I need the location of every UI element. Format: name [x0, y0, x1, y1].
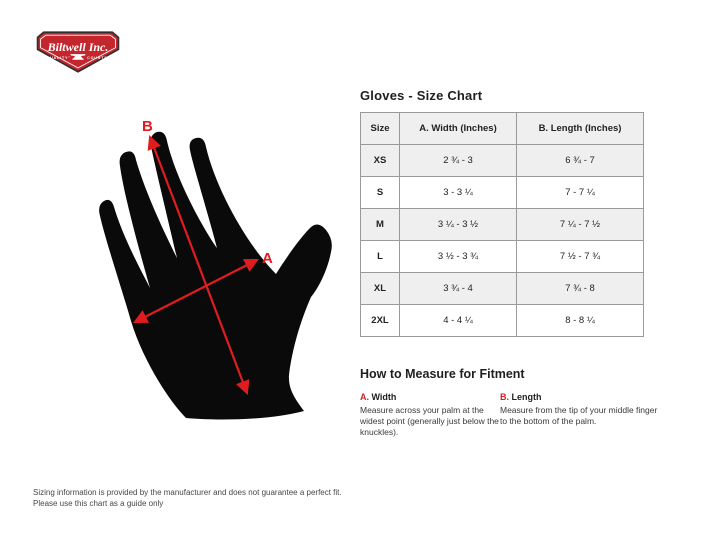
sizing-disclaimer: [33, 487, 342, 509]
table-row: [361, 177, 644, 209]
measure-length-letter: B.: [500, 392, 509, 402]
measure-instructions-section: [360, 367, 670, 438]
size-value: XL: [361, 273, 400, 305]
size-chart-title: Gloves - Size Chart: [360, 88, 483, 103]
table-row: [361, 145, 644, 177]
brand-tagline-left: "QUALITY": [43, 55, 71, 60]
width-value: 3 ¾ - 4: [400, 273, 517, 305]
size-value: M: [361, 209, 400, 241]
length-value: 6 ¾ - 7: [517, 145, 644, 177]
measure-width-description: Measure across your palm at the widest point (generally just below the knuckles).: [360, 405, 499, 438]
size-value: XS: [361, 145, 400, 177]
length-value: 7 - 7 ¼: [517, 177, 644, 209]
table-row: [361, 241, 644, 273]
brand-badge-icon: [35, 31, 121, 73]
length-value: 8 - 8 ¼: [517, 305, 644, 337]
width-value: 2 ¾ - 3: [400, 145, 517, 177]
disclaimer-line-2: Please use this chart as a guide only: [33, 499, 164, 509]
hand-measurement-diagram: [80, 100, 340, 430]
brand-name: Biltwell Inc.: [47, 40, 109, 55]
width-value: 3 ¼ - 3 ½: [400, 209, 517, 241]
column-header-size: Size: [361, 113, 400, 145]
length-label-b: B: [142, 118, 153, 135]
measure-length-instruction: [500, 392, 665, 438]
table-row: [361, 273, 644, 305]
width-value: 4 - 4 ¼: [400, 305, 517, 337]
measure-section-title: How to Measure for Fitment: [360, 367, 525, 381]
length-value: 7 ¼ - 7 ½: [517, 209, 644, 241]
table-row: [361, 305, 644, 337]
measure-length-name: Length: [511, 392, 542, 402]
width-value: 3 - 3 ¼: [400, 177, 517, 209]
table-row: [361, 209, 644, 241]
measure-width-heading: [360, 392, 500, 402]
disclaimer-line-1: Sizing information is provided by the manufacturer and does not guarantee a perfect fit.: [33, 488, 342, 497]
hand-diagram-svg: [80, 100, 340, 430]
width-label-a: A: [262, 250, 273, 267]
measure-length-description: Measure from the tip of your middle finger to the bottom of the palm.: [500, 405, 658, 427]
hand-silhouette: [99, 132, 332, 420]
length-value: 7 ¾ - 8: [517, 273, 644, 305]
size-chart-table: [360, 112, 644, 337]
size-value: 2XL: [361, 305, 400, 337]
size-chart-section: [360, 88, 644, 337]
column-header-width: A. Width (Inches): [400, 113, 517, 145]
size-value: S: [361, 177, 400, 209]
measure-width-instruction: [360, 392, 500, 438]
size-value: L: [361, 241, 400, 273]
measure-width-name: Width: [371, 392, 397, 402]
table-header-row: [361, 113, 644, 145]
measure-width-letter: A.: [360, 392, 369, 402]
brand-tagline-right: COUNTS": [87, 55, 111, 60]
length-value: 7 ½ - 7 ¾: [517, 241, 644, 273]
column-header-length: B. Length (Inches): [517, 113, 644, 145]
width-value: 3 ½ - 3 ¾: [400, 241, 517, 273]
measure-length-heading: [500, 392, 665, 402]
brand-logo: [35, 31, 121, 73]
